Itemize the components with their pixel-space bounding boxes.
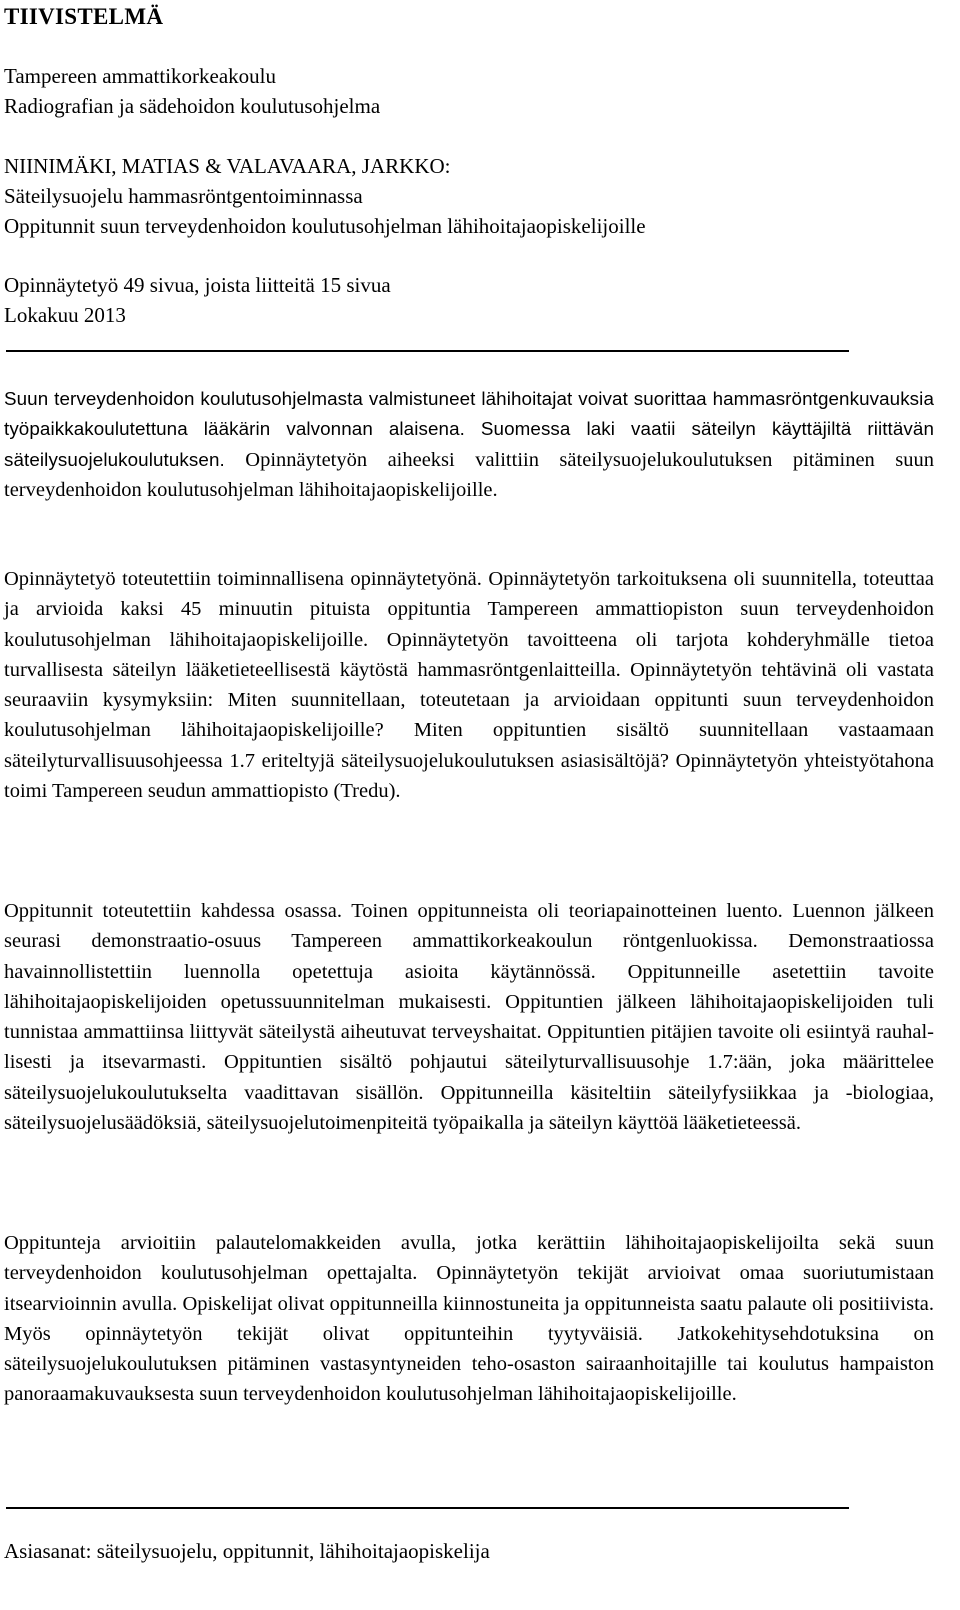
abstract-paragraph-4: Oppitunteja arvioitiin palautelomakkeiden avulla, jotka kerättiin lähihoitajaopiskelijoilta sekä suun terveydenhoidon koulutusohjelman opettajalta. Opinnäytetyön tekijät arvioivat omaa suoriutumistaan itsearvioinnin avulla. Opiskelijat olivat oppitunneilla kiinnostuneita ja oppitunneista saatu palaute oli positiivista. Myös opinnäytetyön tekijät olivat oppitunteihin tyytyväisiä. Jatkokehitysehdotuksina on säteilysuojelukoulutuksen pitäminen vastasyntyneiden teho-osaston sairaanhoitajille tai koulutus hampaiston panoraamakuvauksesta suun terveydenhoidon koulutusohjelman lähihoitajaopiskelijoille. [4,1232,934,1406]
abstract-paragraph-1-sans: Suun terveydenhoidon koulutusohjelmasta valmistuneet lähihoitajat voivat suorittaa hammasröntgenkuvauksia työpaikkakoulutettuna lääkärin valvonnan alaisena. Suomessa laki vaatii säteilyn käyttäjiltä riittävän säteilysuojelukoulutuksen. [4,388,934,470]
abstract-paragraph-2: Opinnäytetyö toteutettiin toiminnallisena opinnäytetyönä. Opinnäytetyön tarkoituksena oli suunnitella, toteuttaa ja arvioida kaksi 45 minuutin pituista oppituntia Tampereen ammattiopiston suun terveydenhoidon koulutusohjelman lähihoitajaopiskelijoille. Opinnäytetyön tavoitteena oli tarjota kohderyhmälle tietoa turvallisesta säteilyn lääketieteellisestä käytöstä hammasröntgenlaitteilla. Opinnäytetyön tehtävinä oli vastata seuraaviin kysymyksiin: Miten suunnitellaan, toteutetaan ja arvioidaan oppitunti suun terveydenhoidon koulutusohjelman lähihoitajaopiskelijoille? Miten oppituntien sisältö suunnitellaan vastaamaan säteilyturvallisuusohjeessa 1.7 eriteltyjä säteilysuojelukoulutuksen asiasisältöjä? Opinnäytetyön yhteistyötahona toimi Tampereen seudun ammattiopisto (Tredu). [4,568,934,803]
program-name: Radiografian ja sädehoidon koulutusohjelma [4,94,381,118]
abstract-paragraph-1-serif: Opinnäytetyön aiheeksi valittiin säteilysuojelukoulutuksen pitäminen suun terveydenhoidon koulutusohjelman lähihoitajaopiskelijoille. [4,448,934,501]
school-name: Tampereen ammattikorkeakoulu [4,64,277,88]
thesis-subtitle: Oppitunnit suun terveydenhoidon koulutusohjelman lähihoitajaopiskelijoille [4,214,646,238]
page-count: Opinnäytetyö 49 sivua, joista liitteitä 15 sivua [4,273,391,297]
thesis-authors: NIINIMÄKI, MATIAS & VALAVAARA, JARKKO: [4,154,451,178]
thesis-title: Säteilysuojelu hammasröntgentoiminnassa [4,184,363,208]
keywords: Asiasanat: säteilysuojelu, oppitunnit, lähihoitajaopiskelija [4,1539,490,1563]
thesis-block [4,151,646,241]
page-heading: TIIVISTELMÄ [4,4,164,29]
institution-block [4,61,380,121]
bottom-divider [6,1507,849,1509]
publication-date: Lokakuu 2013 [4,303,126,327]
top-divider [6,350,849,352]
meta-block [4,270,391,330]
abstract-paragraph-1 [4,384,934,505]
abstract-paragraph-3: Oppitunnit toteutettiin kahdessa osassa. Toinen oppitunneista oli teoriapainotteinen luento. Luennon jälkeen seurasi demonstraatio-osuus Tampereen ammattikorkeakoulun röntgenluokissa. Demonstraatiossa havainnollistettiin luennolla opetettuja asioita käytännössä. Oppitunneille asetettiin tavoite lähihoitajaopiskelijoiden opetussuunnitelman mukaisesti. Oppituntien jälkeen lähihoitajaopiskelijoiden tuli tunnistaa ammattiinsa liittyvät säteilystä aiheutuvat terveyshaitat. Oppituntien pitäjien tavoite oli esiintyä rauhallisesti ja itsevarmasti. Oppituntien sisältö pohjautui säteilyturvallisuusohje 1.7:ään, joka määrittelee säteilysuojelukoulutukselta vaadittavan sisällön. Oppitunneilla käsiteltiin säteilyfysiikkaa ja -biologiaa, säteilysuojelusäädöksiä, säteilysuojelutoimenpiteitä työpaikalla ja säteilyn käyttöä lääketieteessä. [4,900,934,1135]
